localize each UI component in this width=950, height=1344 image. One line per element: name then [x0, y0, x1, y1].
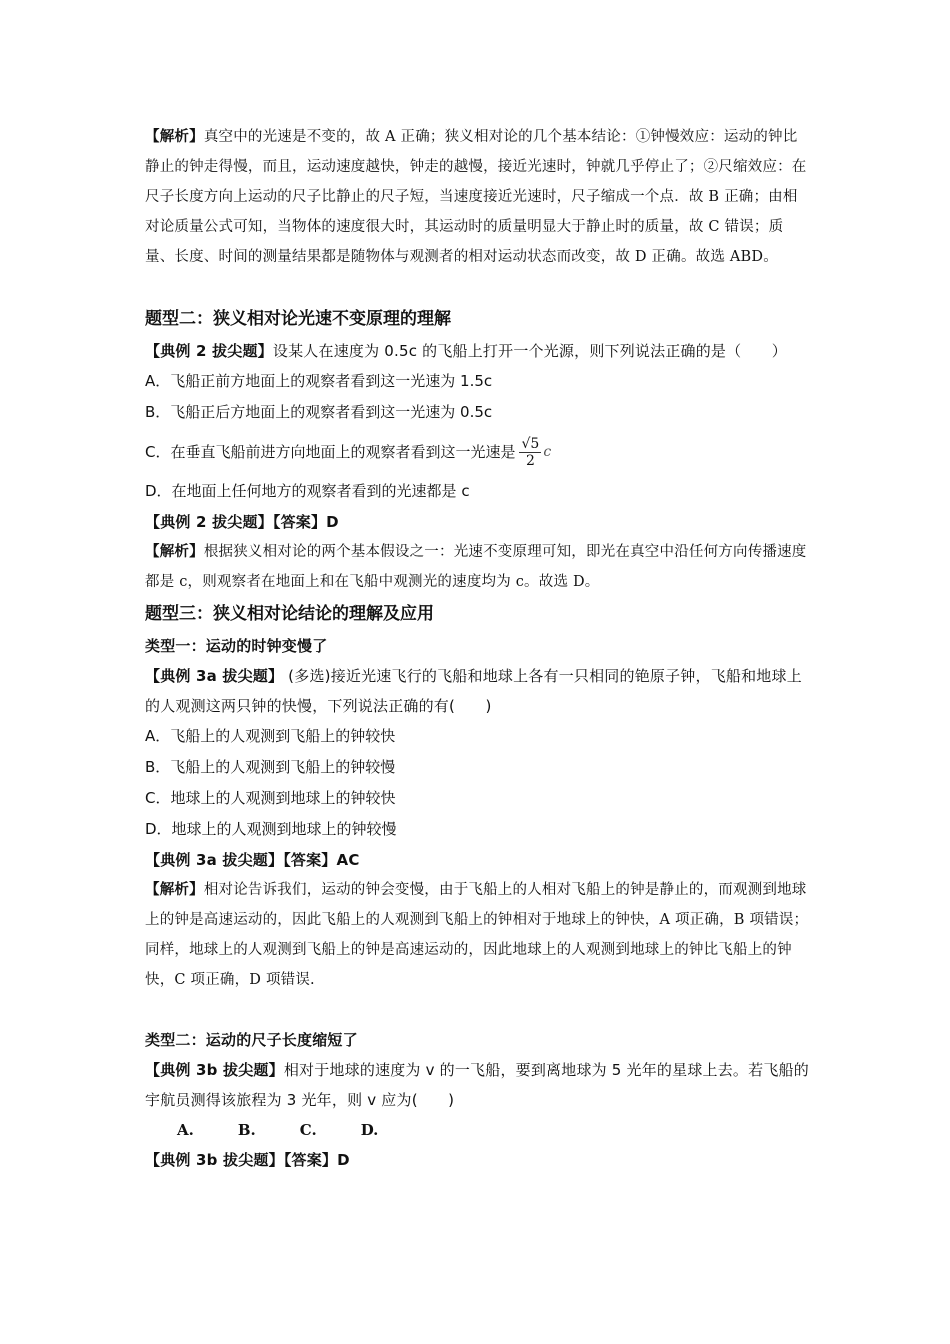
example-3a-option-d: D．地球上的人观测到地球上的钟较慢	[145, 820, 397, 838]
document-content	[145, 122, 810, 1175]
example-3b-answer: 【典例 3b 拔尖题】【答案】D	[145, 1151, 350, 1169]
type-1-heading: 类型一：运动的时钟变慢了	[145, 637, 328, 655]
analysis-paragraph	[145, 122, 810, 302]
example-2-answer: 【典例 2 拔尖题】【答案】D	[145, 513, 339, 531]
choice-a: A.	[177, 1121, 194, 1139]
spacer	[145, 995, 810, 1025]
analysis-tag: 【解析】	[145, 881, 204, 898]
example-2-option-b: B．飞船正后方地面上的观察者看到这一光速为 0.5c	[145, 403, 493, 421]
analysis-text: 真空中的光速是不变的，故 A 正确；狭义相对论的几个基本结论：①钟慢效应：运动的钟比静止的钟走得慢，而且，运动速度越快，钟走的越慢，接近光速时，钟就几乎停止了；②尺缩效应：在尺子长度方向上运动的尺子比静止的尺子短，当速度接近光速时，尺子缩成一个点．故 B 正确；由相对论质量公式可知，当物体的速度很大时，其运动时的质量明显大于静止时的质量，故 C 错误；质量、长度、时间的测量结果都是随物体与观测者的相对运动状态而改变，故 D 正确。故选 ABD。	[145, 129, 807, 265]
example-3a-answer: 【典例 3a 拔尖题】【答案】AC	[145, 851, 360, 869]
example-3b-choices	[145, 1115, 810, 1145]
example-3b-question	[145, 1055, 810, 1115]
choice-c: C.	[299, 1121, 317, 1139]
example-2-question	[145, 336, 810, 366]
fraction-denominator: 2	[525, 452, 535, 469]
example-2-tag: 【典例 2 拔尖题】	[145, 342, 273, 360]
fraction-numerator: √5	[521, 435, 540, 452]
analysis-tag: 【解析】	[145, 128, 204, 145]
analysis-tag: 【解析】	[145, 543, 204, 560]
example-3b-tag: 【典例 3b 拔尖题】	[145, 1061, 284, 1079]
example-3a-option-c: C．地球上的人观测到地球上的钟较快	[145, 789, 396, 807]
example-2-option-d: D．在地面上任何地方的观察者看到的光速都是 c	[145, 482, 470, 500]
example-3a-question	[145, 661, 810, 721]
example-3a-text: (多选)接近光速飞行的飞船和地球上各有一只相同的铯原子钟，飞船和地球上的人观测这两只钟的快慢，下列说法正确的有( )	[145, 667, 802, 715]
option-c-text: C．在垂直飞船前进方向地面上的观察者看到这一光速是	[145, 443, 516, 461]
section-heading-2: 题型二：狭义相对论光速不变原理的理解	[145, 309, 451, 329]
section-heading-3: 题型三：狭义相对论结论的理解及应用	[145, 604, 434, 624]
example-3a-option-a: A．飞船上的人观测到飞船上的钟较快	[145, 727, 396, 745]
type-2-heading: 类型二：运动的尺子长度缩短了	[145, 1031, 358, 1049]
choice-d: D.	[360, 1121, 379, 1139]
example-2-option-c	[145, 428, 810, 476]
example-3a-option-b: B．飞船上的人观测到飞船上的钟较慢	[145, 758, 396, 776]
example-2-option-a: A．飞船正前方地面上的观察者看到这一光速为 1.5c	[145, 372, 493, 390]
choice-b: B.	[237, 1121, 256, 1139]
analysis-text: 根据狭义相对论的两个基本假设之一：光速不变原理可知，即光在真空中沿任何方向传播速度都是 c，则观察者在地面上和在飞船中观测光的速度均为 c。故选 D。	[145, 544, 807, 590]
analysis-text: 相对论告诉我们，运动的钟会变慢，由于飞船上的人相对飞船上的钟是静止的，而观测到地球上的钟是高速运动的，因此飞船上的人观测到飞船上的钟相对于地球上的钟快，A 项正确，B 项错误；同样，地球上的人观测到飞船上的钟是高速运动的，因此地球上的人观测到地球上的钟比飞船上的钟快，C 项正确，D 项错误.	[145, 882, 809, 988]
example-2-analysis	[145, 537, 810, 597]
example-3a-analysis	[145, 875, 810, 995]
example-3b-text: 相对于地球的速度为 v 的一飞船，要到离地球为 5 光年的星球上去。若飞船的宇航员测得该旅程为 3 光年，则 v 应为( )	[145, 1061, 809, 1109]
example-2-text: 设某人在速度为 0.5c 的飞船上打开一个光源，则下列说法正确的是（ ）	[272, 342, 787, 360]
example-3a-tag: 【典例 3a 拔尖题】	[145, 667, 284, 685]
sqrt5-over-2-fraction	[519, 436, 541, 469]
fraction-variable: c	[543, 444, 552, 460]
